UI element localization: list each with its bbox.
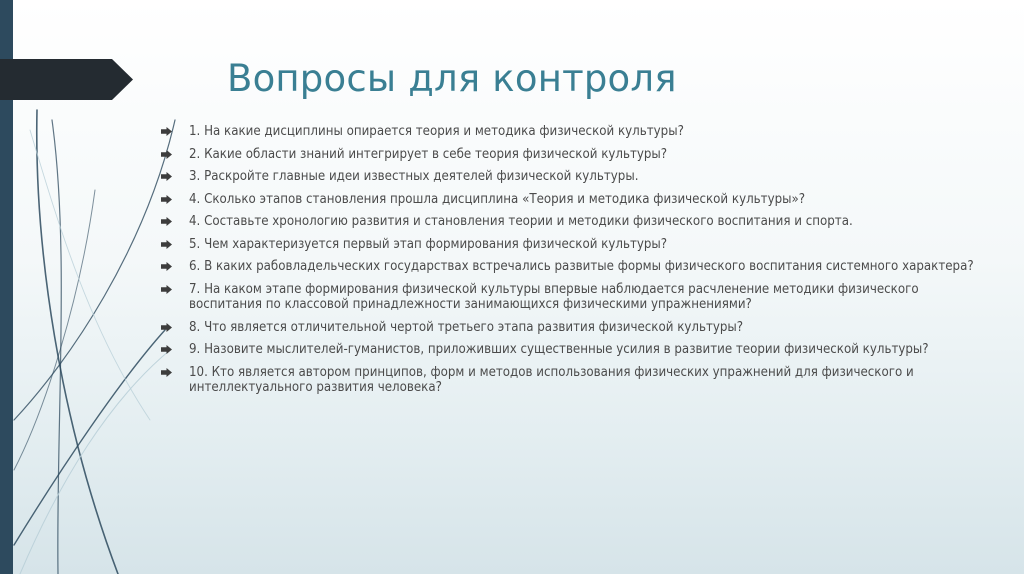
curve-line [30,130,150,420]
arrow-right-icon [161,323,172,332]
list-item [161,320,991,336]
question-text: 2. Какие области знаний интегрирует в себе теория физической культуры? [189,146,668,162]
arrow-right-icon [161,195,172,204]
question-text: 1. На какие дисциплины опирается теория и методика физической культуры? [189,124,684,139]
arrow-right-icon [161,127,172,136]
list-item [161,169,991,185]
arrow-right-icon [161,285,172,294]
question-text: 3. Раскройте главные идеи известных деятелей физической культуры. [189,169,639,184]
curve-line [14,190,95,470]
list-item [161,124,991,140]
list-item [161,214,991,230]
question-text: 10. Кто является автором принципов, форм и методов использования физических упражнений для физического и интеллектуального развития человека? [189,364,914,395]
question-text: 8. Что является отличительной чертой третьего этапа развития физической культуры? [189,319,744,335]
list-item [161,365,991,396]
arrow-right-icon [161,240,172,249]
curve-line [14,330,165,545]
arrow-right-icon [161,262,172,271]
title-tab [0,59,133,100]
question-text: 9. Назовите мыслителей-гуманистов, приложивших существенные усилия в развитие теории физической культуры? [189,342,929,357]
list-item [161,237,991,253]
slide-title: Вопросы для контроля [227,57,677,100]
list-item [161,147,991,163]
curve-line [14,120,175,420]
question-list [161,124,991,403]
question-text: 6. В каких рабовладельческих государствах встречались развитые формы физического воспитания системного характера? [189,259,974,274]
arrow-right-icon [161,172,172,181]
arrow-right-icon [161,368,172,377]
question-text: 5. Чем характеризуется первый этап формирования физической культуры? [189,236,668,252]
arrow-right-icon [161,217,172,226]
list-item [161,282,991,313]
question-text: 4. Составьте хронологию развития и становления теории и методики физического воспитания и спорта. [189,214,853,229]
question-text: 4. Сколько этапов становления прошла дисциплина «Теория и методика физической культуры»? [189,191,806,207]
curve-line [20,350,170,574]
list-item [161,342,991,358]
list-item [161,259,991,275]
arrow-right-icon [161,150,172,159]
list-item [161,192,991,208]
arrow-right-icon [161,345,172,354]
question-text: 7. На каком этапе формирования физической культуры впервые наблюдается расчленение методики физического воспитания по классовой принадлежности занимающихся физическими упражнениями? [189,281,919,312]
